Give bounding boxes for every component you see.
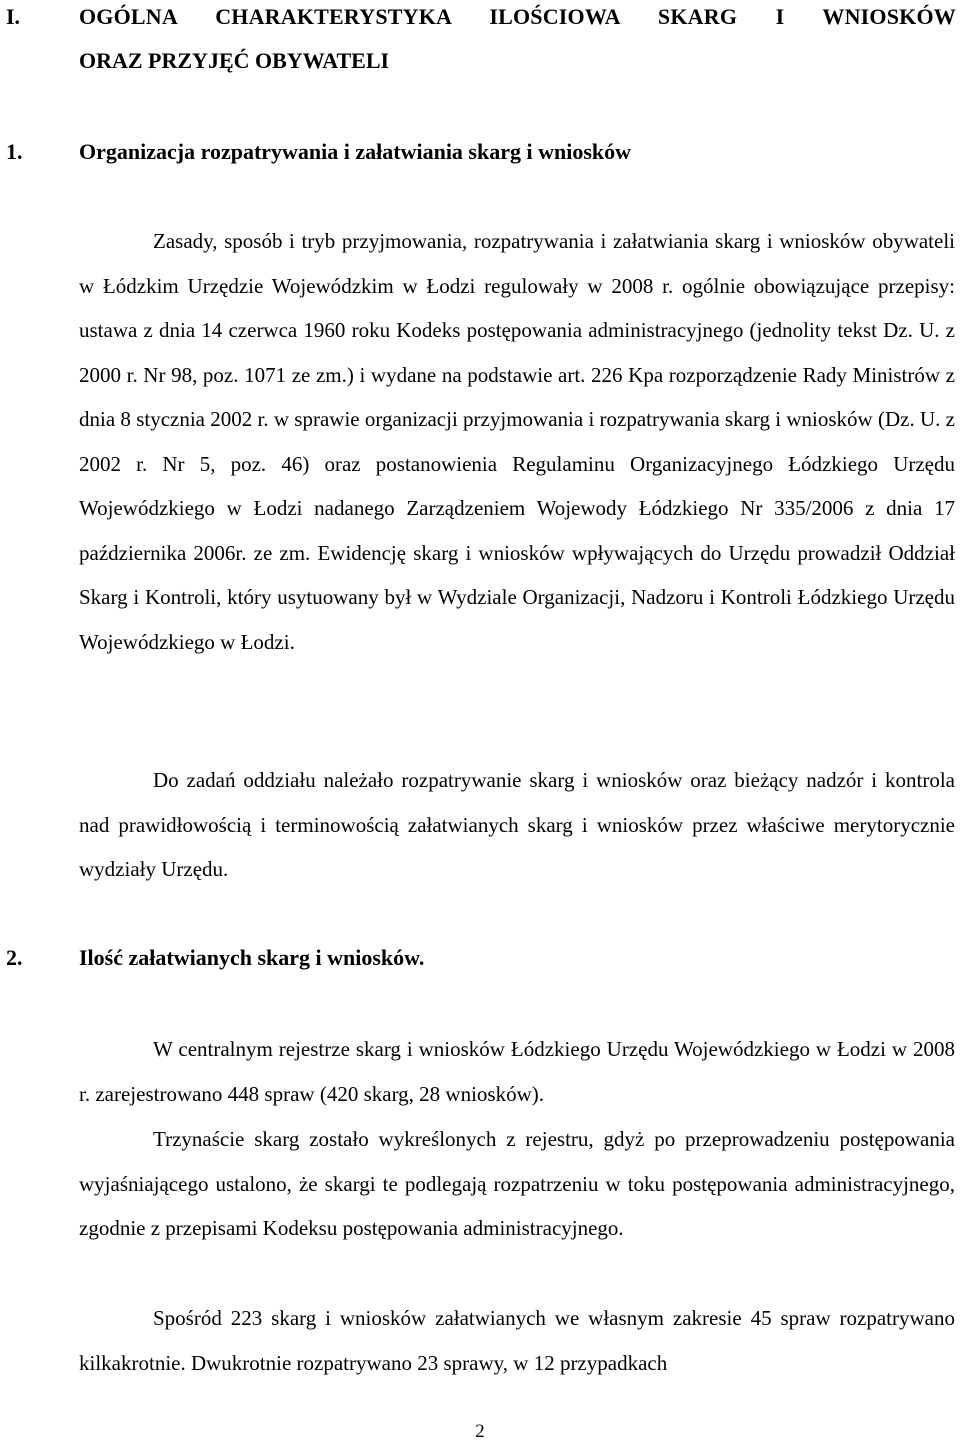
subsection-1-title: Organizacja rozpatrywania i załatwiania skarg i wniosków [79, 139, 632, 164]
subsection-2-title: Ilość załatwianych skarg i wniosków. [79, 945, 425, 970]
page-number: 2 [475, 1421, 485, 1442]
subsection-1-number: 1. [6, 139, 23, 164]
subsection-2-number: 2. [6, 945, 23, 970]
subsection-2-paragraph-1: W centralnym rejestrze skarg i wniosków Łódzkiego Urzędu Wojewódzkiego w Łodzi w 2008 r. zarejestrowano 448 spraw (420 skarg, 28 wniosków). [79, 1037, 955, 1106]
section-1-title-line1: OGÓLNA CHARAKTERYSTYKA ILOŚCIOWA SKARG I WNIOSKÓW [79, 4, 956, 29]
subsection-2-paragraph-2: Trzynaście skarg zostało wykreślonych z rejestru, gdyż po przeprowadzeniu postępowania wyjaśniającego ustalono, że skargi te podlegają rozpatrzeniu w toku postępowania administracyjnego, zgodnie z przepisami Kodeksu postępowania administracyjnego. [79, 1127, 955, 1240]
section-1-heading [6, 0, 956, 83]
subsection-1-heading [6, 130, 946, 174]
subsection-2-paragraph-3: Spośród 223 skarg i wniosków załatwianych we własnym zakresie 45 spraw rozpatrywano kilkakrotnie. Dwukrotnie rozpatrywano 23 sprawy, w 12 przypadkach [79, 1306, 955, 1375]
section-1-title-line2: ORAZ PRZYJĘĆ OBYWATELI [79, 48, 390, 73]
subsection-1-paragraph-1: Zasady, sposób i tryb przyjmowania, rozpatrywania i załatwiania skarg i wniosków obywateli w Łódzkim Urzędzie Wojewódzkim w Łodzi regulowały w 2008 r. ogólnie obowiązujące przepisy: ustawa z dnia 14 czerwca 1960 roku Kodeks postępowania administracyjnego (jednolity tekst Dz. U. z 2000 r. Nr 98, poz. 1071 ze zm.) i wydane na podstawie art. 226 Kpa rozporządzenie Rady Ministrów z dnia 8 stycznia 2002 r. w sprawie organizacji przyjmowania i rozpatrywania skarg i wniosków (Dz. U. z 2002 r. Nr 5, poz. 46) oraz postanowienia Regulaminu Organizacyjnego Łódzkiego Urzędu Wojewódzkiego w Łodzi nadanego Zarządzeniem Wojewody Łódzkiego Nr 335/2006 z dnia 17 października 2006r. ze zm. Ewidencję skarg i wniosków wpływających do Urzędu prowadził Oddział Skarg i Kontroli, który usytuowany był w Wydziale Organizacji, Nadzoru i Kontroli Łódzkiego Urzędu Wojewódzkiego w Łodzi. [79, 229, 955, 654]
subsection-1-paragraph-2: Do zadań oddziału należało rozpatrywanie skarg i wniosków oraz bieżący nadzór i kontrola nad prawidłowością i terminowością załatwianych skarg i wniosków przez właściwe merytorycznie wydziały Urzędu. [79, 768, 955, 881]
section-1-number: I. [6, 4, 21, 29]
subsection-2-heading [6, 936, 946, 980]
